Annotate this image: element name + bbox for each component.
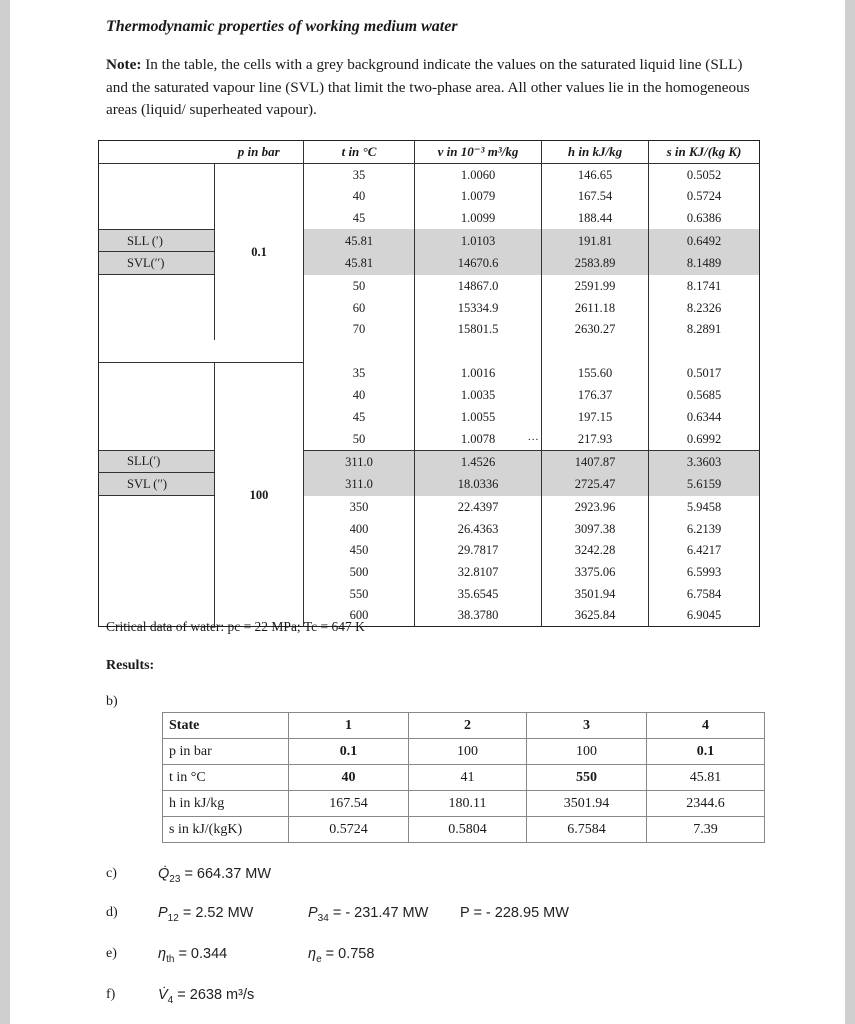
- table-cell: 5.9458: [649, 496, 760, 518]
- results-cell: 45.81: [647, 765, 765, 791]
- results-cell: 167.54: [289, 791, 409, 817]
- table-row: [99, 473, 760, 496]
- table-row: [99, 496, 760, 518]
- results-cell: 550: [527, 765, 647, 791]
- results-header-row: [163, 713, 765, 739]
- results-cell: 3: [527, 713, 647, 739]
- results-heading: Results:: [106, 658, 155, 673]
- results-cell: 100: [409, 739, 527, 765]
- results-cell: State: [163, 713, 289, 739]
- table-cell: 2630.27: [542, 319, 649, 341]
- header-cell-p: p in bar: [215, 141, 304, 164]
- table-cell: 50: [304, 428, 415, 450]
- result-e-eta-th: $\eta_{th} = 0.344$: [158, 946, 228, 965]
- label-b: b): [106, 694, 118, 709]
- table-cell: 22.4397: [415, 496, 542, 518]
- note-paragraph: [106, 54, 756, 122]
- table-row: [99, 185, 760, 207]
- table-cell: 500: [304, 561, 415, 583]
- row-label: [99, 163, 215, 185]
- table-row: [99, 583, 760, 605]
- table-cell: 15334.9: [415, 297, 542, 319]
- table-cell: 1.4526: [415, 450, 542, 473]
- table-cell: 45.81: [304, 252, 415, 275]
- table-cell: 35: [304, 362, 415, 384]
- table-cell: 8.2891: [649, 319, 760, 341]
- row-label: [99, 518, 215, 540]
- table-cell: 40: [304, 385, 415, 407]
- row-label: SVL (′′): [99, 473, 215, 496]
- table-cell: 70: [304, 319, 415, 341]
- table-cell: 188.44: [542, 207, 649, 229]
- note-text: In the table, the cells with a grey background indicate the values on the saturated liquid line (SLL) and the saturated vapour line (SVL) that limit the two-phase area. All other values lie in the homogeneous areas (liquid/ superheated vapour).: [106, 56, 750, 118]
- label-d: d): [106, 905, 118, 920]
- table-row: [99, 319, 760, 341]
- results-table: [162, 712, 765, 843]
- table-cell: 6.7584: [649, 583, 760, 605]
- table-cell: 1.0055: [415, 406, 542, 428]
- table-cell: 6.9045: [649, 604, 760, 626]
- table-row: [99, 450, 760, 473]
- table-cell: 155.60: [542, 362, 649, 384]
- result-d-p34: $P_{34}$ = - 231.47 MW: [308, 905, 429, 924]
- results-cell: 3501.94: [527, 791, 647, 817]
- table-cell: 40: [304, 185, 415, 207]
- block2: [99, 362, 760, 626]
- pressure-cell: 100: [215, 362, 304, 626]
- table-cell: 311.0: [304, 473, 415, 496]
- table-cell: 1.0079: [415, 185, 542, 207]
- table-cell: 6.4217: [649, 539, 760, 561]
- table-cell: 217.93: [542, 428, 649, 450]
- table-cell: 1.0103: [415, 229, 542, 252]
- table-cell: 450: [304, 539, 415, 561]
- table-cell: 3375.06: [542, 561, 649, 583]
- header-cell-s: s in KJ/(kg K): [649, 141, 760, 164]
- table-cell: 1.0099: [415, 207, 542, 229]
- table-cell: 60: [304, 297, 415, 319]
- table-cell: 197.15: [542, 406, 649, 428]
- table-cell: 6.5993: [649, 561, 760, 583]
- results-row: [163, 791, 765, 817]
- table-cell: 0.5724: [649, 185, 760, 207]
- results-cell: 0.1: [647, 739, 765, 765]
- table-row: [99, 229, 760, 252]
- two-phase-ellipsis: ...: [528, 431, 540, 443]
- document-page: [10, 0, 845, 1024]
- row-label: [99, 496, 215, 518]
- table-cell: 400: [304, 518, 415, 540]
- block-gap: [99, 340, 760, 362]
- table-cell: 1.0078: [415, 428, 542, 450]
- results-cell: 6.7584: [527, 817, 647, 843]
- table-cell: 3097.38: [542, 518, 649, 540]
- critical-data: Critical data of water: pc = 22 MPa; Tc = 647 K: [106, 619, 365, 634]
- results-cell: h in kJ/kg: [163, 791, 289, 817]
- table-cell: 14670.6: [415, 252, 542, 275]
- table-cell: 3242.28: [542, 539, 649, 561]
- table-cell: 0.5017: [649, 362, 760, 384]
- table-cell: 15801.5: [415, 319, 542, 341]
- results-cell: 7.39: [647, 817, 765, 843]
- results-cell: 180.11: [409, 791, 527, 817]
- note-label: Note:: [106, 56, 142, 73]
- table-cell: 14867.0: [415, 275, 542, 297]
- row-label: [99, 207, 215, 229]
- table-row: [99, 428, 760, 450]
- table-row: [99, 275, 760, 297]
- table-cell: 35.6545: [415, 583, 542, 605]
- table-cell: 18.0336: [415, 473, 542, 496]
- table-cell: 5.6159: [649, 473, 760, 496]
- table-cell: 29.7817: [415, 539, 542, 561]
- row-label: SVL(′′): [99, 252, 215, 275]
- table-cell: 6.2139: [649, 518, 760, 540]
- table-cell: 1.0060: [415, 163, 542, 185]
- table-cell: 8.2326: [649, 297, 760, 319]
- table-row: [99, 406, 760, 428]
- label-e: e): [106, 946, 117, 961]
- table-cell: 2725.47: [542, 473, 649, 496]
- table-cell: 50: [304, 275, 415, 297]
- document-title: Thermodynamic properties of working medium water: [106, 18, 458, 35]
- results-cell: 2: [409, 713, 527, 739]
- table-cell: 32.8107: [415, 561, 542, 583]
- row-label: [99, 275, 215, 297]
- table-cell: 1.0035: [415, 385, 542, 407]
- table-cell: 167.54: [542, 185, 649, 207]
- results-cell: 41: [409, 765, 527, 791]
- label-f: f): [106, 987, 116, 1002]
- table-cell: 45: [304, 207, 415, 229]
- row-label: [99, 583, 215, 605]
- table-row: [99, 561, 760, 583]
- table-cell: 38.3780: [415, 604, 542, 626]
- table-cell: 600: [304, 604, 415, 626]
- table-cell: 146.65: [542, 163, 649, 185]
- row-label: [99, 385, 215, 407]
- results-cell: 100: [527, 739, 647, 765]
- table-cell: 3625.84: [542, 604, 649, 626]
- row-label: [99, 297, 215, 319]
- results-cell: p in bar: [163, 739, 289, 765]
- header-cell-v: v in 10⁻³ m³/kg: [415, 141, 542, 164]
- table-row: [99, 539, 760, 561]
- results-cell: 2344.6: [647, 791, 765, 817]
- results-cell: 4: [647, 713, 765, 739]
- label-c: c): [106, 866, 117, 881]
- row-label: [99, 539, 215, 561]
- table-cell: 0.5052: [649, 163, 760, 185]
- table-cell: 0.6992: [649, 428, 760, 450]
- table-row: [99, 518, 760, 540]
- properties-table: [98, 140, 760, 627]
- table-cell: 0.6386: [649, 207, 760, 229]
- row-label: [99, 362, 215, 384]
- table-cell: 3.3603: [649, 450, 760, 473]
- results-row: [163, 817, 765, 843]
- table-cell: 45.81: [304, 229, 415, 252]
- results-cell: 0.5804: [409, 817, 527, 843]
- table-cell: 8.1741: [649, 275, 760, 297]
- table-row: [99, 252, 760, 275]
- pressure-cell: 0.1: [215, 163, 304, 340]
- result-c: $Q̇_{23} = 664.37$ MW: [158, 866, 272, 885]
- header-cell-h: h in kJ/kg: [542, 141, 649, 164]
- table-cell: 550: [304, 583, 415, 605]
- table-cell: 35: [304, 163, 415, 185]
- table-row: [99, 163, 760, 185]
- table-cell: 45: [304, 406, 415, 428]
- results-cell: 40: [289, 765, 409, 791]
- table-cell: 8.1489: [649, 252, 760, 275]
- header-cell-label: [99, 141, 215, 164]
- table-cell: 191.81: [542, 229, 649, 252]
- table-cell: 0.6344: [649, 406, 760, 428]
- table-cell: 26.4363: [415, 518, 542, 540]
- table-cell: 2923.96: [542, 496, 649, 518]
- row-label: [99, 561, 215, 583]
- result-d-total: P = - 228.95 MW: [460, 905, 569, 921]
- table-cell: 350: [304, 496, 415, 518]
- table-cell: 3501.94: [542, 583, 649, 605]
- table-cell: 1.0016: [415, 362, 542, 384]
- table-cell: 176.37: [542, 385, 649, 407]
- results-cell: 0.5724: [289, 817, 409, 843]
- table-row: [99, 207, 760, 229]
- block1: [99, 163, 760, 340]
- row-label: SLL (′): [99, 229, 215, 252]
- results-cell: t in °C: [163, 765, 289, 791]
- table-row: [99, 362, 760, 384]
- row-label: [99, 319, 215, 341]
- header-cell-t: t in °C: [304, 141, 415, 164]
- table-cell: 1407.87: [542, 450, 649, 473]
- table-cell: 311.0: [304, 450, 415, 473]
- table-header-row: [99, 141, 760, 164]
- table-cell: 0.5685: [649, 385, 760, 407]
- result-f: $V̇_4 = 2638$ m³/s: [158, 987, 255, 1006]
- results-row: [163, 765, 765, 791]
- row-label: [99, 428, 215, 450]
- row-label: SLL(′): [99, 450, 215, 473]
- table-cell: 2611.18: [542, 297, 649, 319]
- table-row: [99, 385, 760, 407]
- results-cell: 0.1: [289, 739, 409, 765]
- results-row: [163, 739, 765, 765]
- results-cell: 1: [289, 713, 409, 739]
- table-cell: 2583.89: [542, 252, 649, 275]
- table-row: [99, 297, 760, 319]
- row-label: [99, 406, 215, 428]
- table-cell: 0.6492: [649, 229, 760, 252]
- result-e-eta-e: $\eta_e = 0.758$: [308, 946, 375, 965]
- row-label: [99, 185, 215, 207]
- table-cell: 2591.99: [542, 275, 649, 297]
- results-cell: s in kJ/(kgK): [163, 817, 289, 843]
- result-d-p12: $P_{12} = 2.52$ MW: [158, 905, 254, 924]
